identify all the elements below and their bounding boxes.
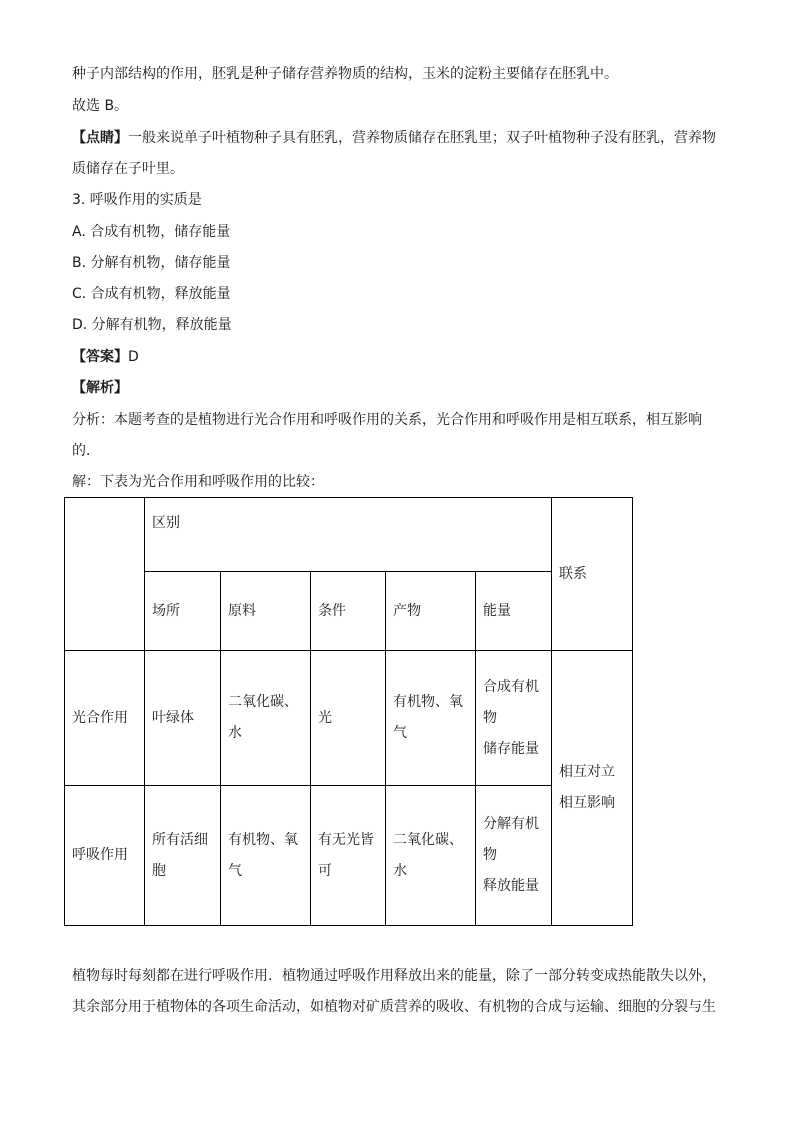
- table-subheader-row: [65, 572, 633, 651]
- cell-line: 相互影响: [559, 795, 615, 811]
- cell-line: 分解有机: [483, 816, 539, 832]
- respiration-condition: [311, 786, 386, 926]
- tip-text: 一般来说单子叶植物种子具有胚乳，营养物质储存在胚乳里；双子叶植物种子没有胚乳，营养物: [128, 130, 716, 146]
- column-header-place: 场所: [145, 572, 221, 651]
- header-difference: 区别: [145, 498, 552, 572]
- intro-line-2: 故选 B。: [72, 98, 129, 114]
- respiration-place: [145, 786, 221, 926]
- photosynthesis-condition: [311, 651, 386, 786]
- cell-line: 所有活细: [152, 831, 208, 848]
- option-a: A. 合成有机物，储存能量: [72, 224, 231, 240]
- cell-line: 合成有机: [483, 678, 539, 695]
- photosynthesis-product: [386, 651, 476, 786]
- cell-line: 储存能量: [483, 740, 539, 757]
- cell-line: 水: [393, 862, 407, 879]
- cell-line: 相互对立: [559, 764, 615, 780]
- question-stem: 3. 呼吸作用的实质是: [72, 192, 202, 208]
- column-header-energy: 能量: [476, 572, 552, 651]
- photosynthesis-energy: [476, 651, 552, 786]
- relation-cell: [552, 651, 633, 926]
- respiration-energy: [476, 786, 552, 926]
- photosynthesis-material: [221, 651, 311, 786]
- cell-line: 物: [483, 847, 497, 863]
- cell-line: 物: [483, 709, 497, 726]
- cell-line: 胞: [152, 862, 166, 879]
- cell-line: 有机物、氧: [228, 831, 298, 848]
- cell-line: 有无光皆: [318, 831, 374, 848]
- answer-label: 【答案】: [72, 349, 128, 365]
- option-d: D. 分解有机物，释放能量: [72, 317, 232, 333]
- cell-line: 二氧化碳、: [228, 694, 298, 710]
- row-name-photosynthesis: 光合作用: [65, 651, 145, 786]
- respiration-product: [386, 786, 476, 926]
- tip-label: 【点睛】: [72, 130, 128, 146]
- table-header-row: [65, 498, 633, 572]
- cell-line: 二氧化碳、: [393, 831, 463, 848]
- footer-line-1: 植物每时每刻都在进行呼吸作用．植物通过呼吸作用释放出来的能量，除了一部分转变成热能散失以外，: [72, 968, 716, 984]
- table-row: [65, 651, 633, 786]
- cell-line: 气: [228, 862, 242, 879]
- tip-line-1: [72, 127, 732, 149]
- analysis-label: 【解析】: [72, 380, 128, 396]
- cell-line: 可: [318, 862, 332, 879]
- row-name-respiration: 呼吸作用: [65, 786, 145, 926]
- option-c: C. 合成有机物，释放能量: [72, 286, 231, 302]
- cell-line: 水: [228, 725, 242, 741]
- table-row: [65, 786, 633, 926]
- cell-line: 释放能量: [483, 878, 539, 894]
- header-relation: 联系: [552, 498, 633, 651]
- analysis-line-2: 的．: [72, 443, 100, 459]
- analysis-line-1: 分析：本题考查的是植物进行光合作用和呼吸作用的关系，光合作用和呼吸作用是相互联系，相互影响: [72, 412, 702, 428]
- column-header-material: 原料: [221, 572, 311, 651]
- answer-value: D: [128, 349, 139, 365]
- option-b: B. 分解有机物，储存能量: [72, 255, 231, 271]
- table-corner-cell: [65, 498, 145, 651]
- analysis-line-3: 解：下表为光合作用和呼吸作用的比较：: [72, 474, 324, 490]
- cell-line: 光: [318, 709, 332, 726]
- photosynthesis-place: 叶绿体: [145, 651, 221, 786]
- column-header-condition: 条件: [311, 572, 386, 651]
- comparison-table: [64, 497, 633, 926]
- tip-line-2: 质储存在子叶里。: [72, 161, 184, 177]
- column-header-product: 产物: [386, 572, 476, 651]
- respiration-material: [221, 786, 311, 926]
- footer-line-2: 其余部分用于植物体的各项生命活动，如植物对矿质营养的吸收、有机物的合成与运输、细胞的分裂与生: [72, 999, 716, 1015]
- cell-line: 气: [393, 725, 407, 741]
- intro-line-1: 种子内部结构的作用，胚乳是种子储存营养物质的结构，玉米的淀粉主要储存在胚乳中。: [72, 66, 618, 82]
- answer-line: [72, 346, 732, 368]
- cell-line: 有机物、氧: [393, 694, 463, 710]
